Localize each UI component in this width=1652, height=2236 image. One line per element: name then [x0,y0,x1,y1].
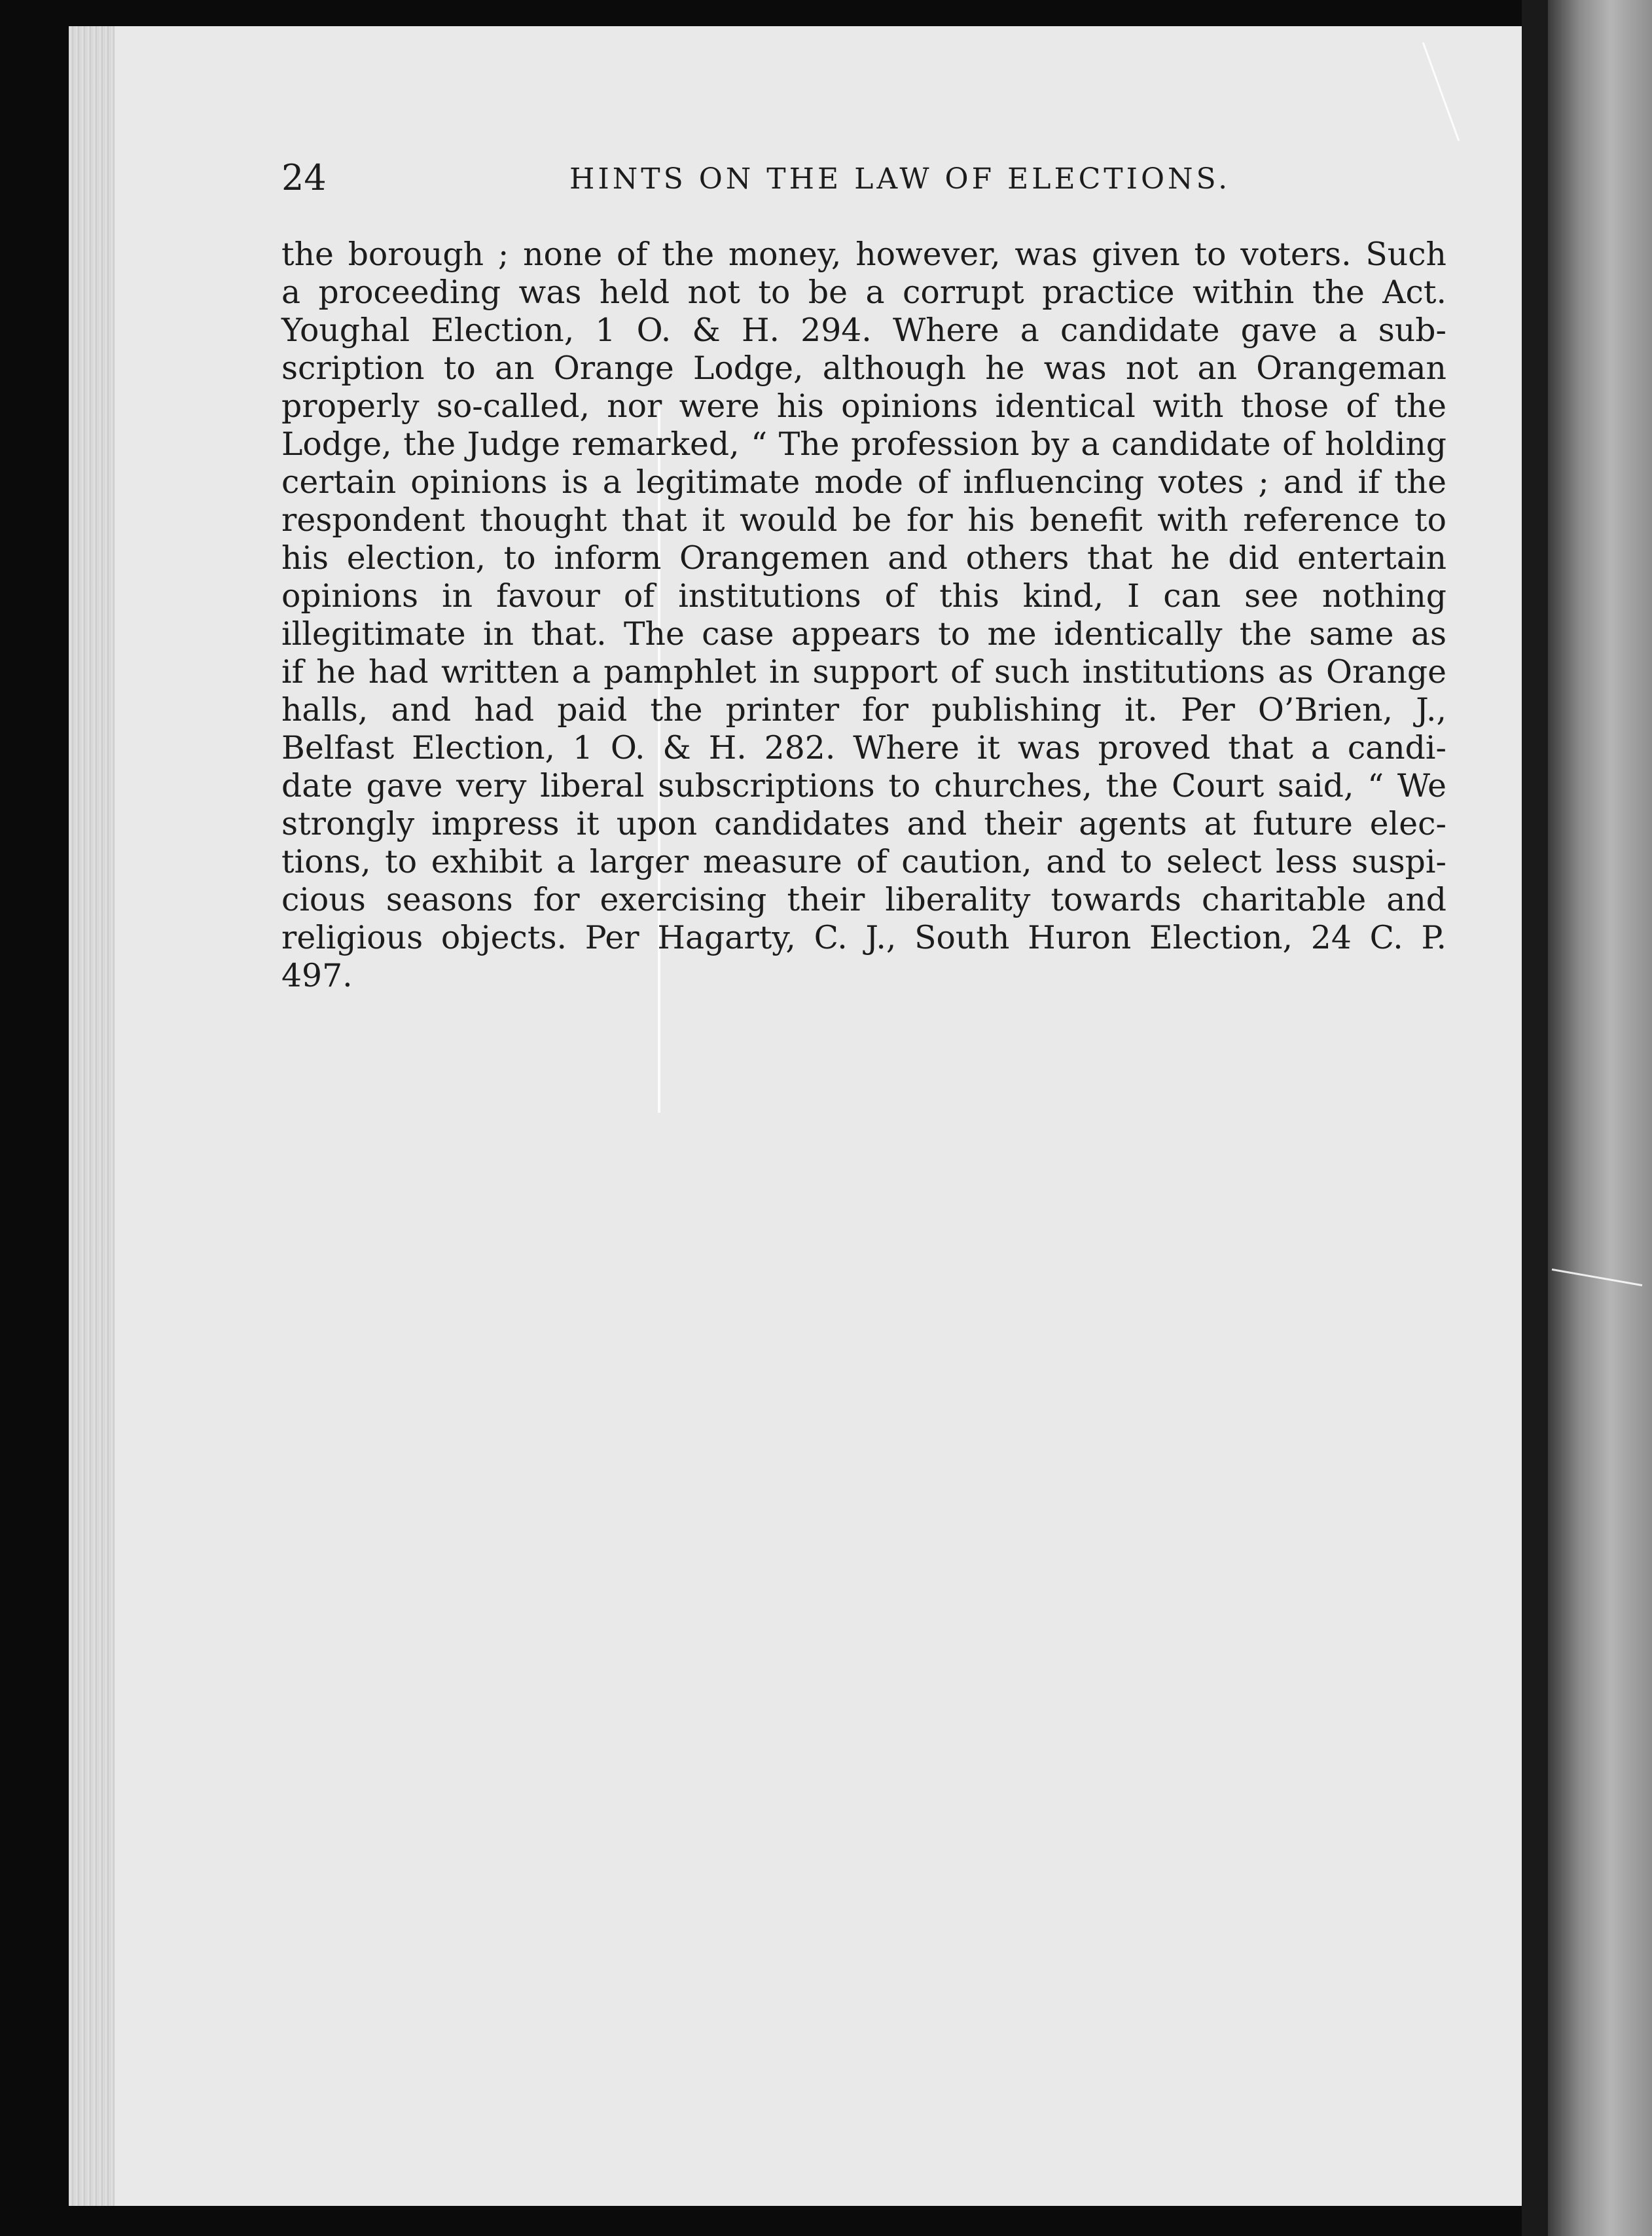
text-line: Youghal Election, 1 O. & H. 294. Where a candidate gave a sub- [281,312,1446,349]
text-line: the borough ; none of the money, however, was given to voters. Such [281,236,1446,273]
adjacent-page-edge [1548,0,1652,2236]
text-line: tions, to exhibit a larger measure of caution, and to select less suspi- [281,843,1446,880]
text-line: strongly impress it upon candidates and their agents at future elec- [281,805,1446,842]
text-line: if he had written a pamphlet in support of such institutions as Orange [281,653,1446,691]
text-line: Belfast Election, 1 O. & H. 282. Where it was proved that a candi- [281,729,1446,766]
text-line: illegitimate in that. The case appears to me identically the same as [281,615,1446,653]
binding-gutter [1522,0,1548,2236]
text-line: religious objects. Per Hagarty, C. J., South Huron Election, 24 C. P. [281,919,1446,956]
text-line: scription to an Orange Lodge, although he was not an Orangeman [281,350,1446,387]
page-edges [69,26,115,2206]
page-content [281,157,1446,995]
text-line: date gave very liberal subscriptions to churches, the Court said, “ We [281,767,1446,804]
text-line: opinions in favour of institutions of this kind, I can see nothing [281,577,1446,615]
text-line: respondent thought that it would be for his benefit with reference to [281,501,1446,539]
text-line: 497. [281,957,353,994]
text-line: certain opinions is a legitimate mode of influencing votes ; and if the [281,463,1446,501]
text-line: cious seasons for exercising their liberality towards charitable and [281,881,1446,918]
page-header [281,157,1446,209]
body-paragraph [281,236,1446,995]
text-line: his election, to inform Orangemen and others that he did entertain [281,539,1446,577]
text-line: halls, and had paid the printer for publishing it. Per O’Brien, J., [281,691,1446,729]
text-line: a proceeding was held not to be a corrupt practice within the Act. [281,274,1446,311]
text-line: properly so-called, nor were his opinions identical with those of the [281,388,1446,425]
running-head: HINTS ON THE LAW OF ELECTIONS. [569,162,1231,196]
page-number: 24 [281,157,327,198]
text-line: Lodge, the Judge remarked, “ The profession by a candidate of holding [281,425,1446,463]
